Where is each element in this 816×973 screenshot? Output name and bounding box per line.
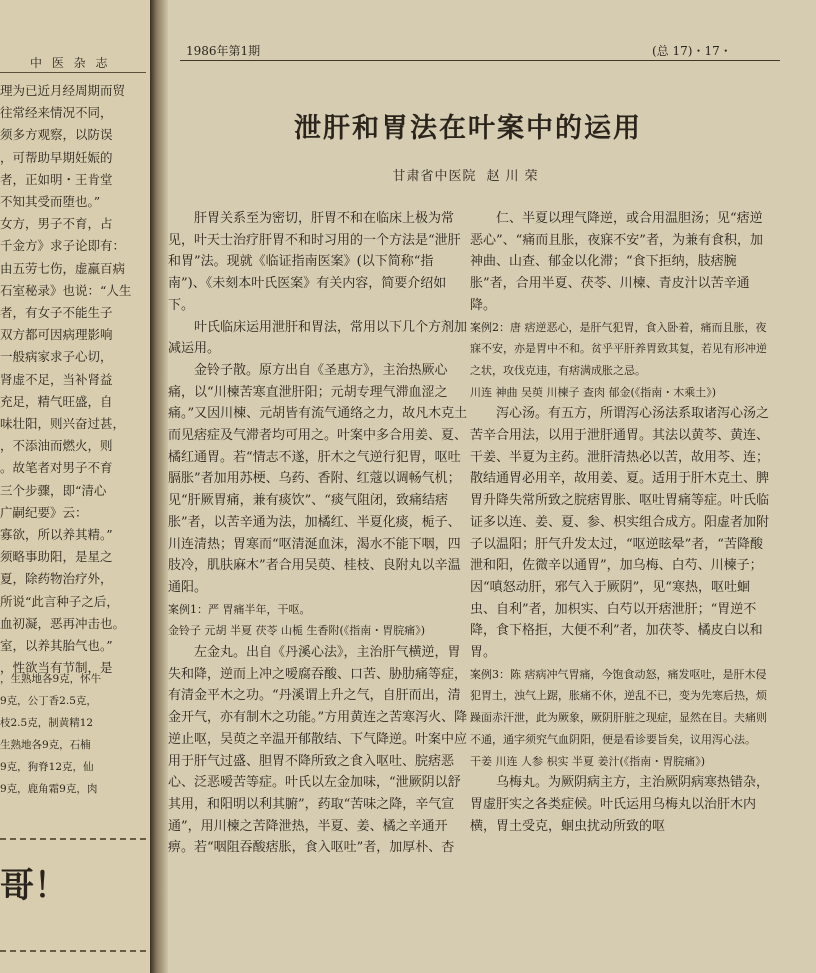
left-text-line: 充足，精气旺盛，自 — [0, 393, 113, 409]
left-text-line: 肾虚不足，当补肾益 — [0, 371, 113, 387]
column-right — [470, 208, 770, 837]
paragraph: 金铃子 元胡 半夏 茯苓 山栀 生香附(《指南・胃脘痛》) — [168, 624, 426, 638]
left-prescription-line: 9克，公丁香2.5克， — [0, 695, 97, 707]
left-prescription-line: 9克，狗脊12克，仙 — [0, 761, 94, 773]
paragraph: 左金丸。出自《丹溪心法》，主治肝气横逆，胃失和降，逆而上冲之嗳腐吞酸、口苦、胁肋痛等症，有清金平木之功。“丹溪谓上升之气，自肝而出，清金开气，亦有制木之功能。”方用黄连之苦寒泻火、降逆止呕，吴萸之辛温开郁散结、下气降逆。叶案中应用于肝气过盛、胆胃不降所致之食入呕吐、脘痞恶心、泛恶嗳苦等症。叶氏以左金加味，“泄厥阴以舒其用，和阳明以利其腑”，药取“苦味之降，辛气宣通”，用川楝之苦降泄热，半夏、姜、橘之辛通开痹。若“咽阻吞酸痞胀，食入呕吐”者，加厚朴、杏 — [168, 645, 468, 856]
right-page — [168, 0, 816, 973]
left-text-line: 味壮阳，则兴奋过甚， — [0, 416, 126, 432]
left-page-header: 中 医 杂 志 — [30, 56, 111, 70]
left-text-line: 室，以养其胎气也。” — [0, 638, 113, 654]
left-text-line: ，性欲当有节制，是 — [0, 660, 113, 676]
left-prescription-line: ，生熟地各9克，怀牛 — [0, 673, 102, 685]
paragraph: 案例3：陈 痞病冲气胃痛，今饱食动怒，痛发呕吐，是肝木侵犯胃土，浊气上踞，胀痛不休，逆乱不已，变为先寒后热，烦躁面赤汗泄，此为厥象，厥阴肝脏之现症，显然在目。夫痛则不通，通字须究气血阴阳，便是看诊要旨矣，议用泻心法。 — [470, 667, 767, 746]
paragraph: 泻心汤。有五方，所谓泻心汤法系取诸泻心汤之苦辛合用法，以用于泄肝通胃。其法以黄芩、黄连、干姜、半夏为主药。泄肝清热必以苦，故用芩、连；散结通胃必用辛，故用姜、夏。适用于肝木克土、脾胃升降失常所致之脘痞胃胀、呕吐胃痛等症。叶氏临证多以连、姜、夏、参、枳实组合成方。阳虚者加附子以温阳；肝气升发太过，“呕逆眩晕”者，“苦降酸泄和阳，佐微辛以通胃”，加乌梅、白芍、川楝子；因“嗔怒动肝，邪气入于厥阴”，见“寒热，呕吐蛔虫、自利”者，加枳实、白芍以开痞泄肝；“胃逆不降，食下格拒，大便不利”者，加茯苓、橘皮白以和胃。 — [470, 406, 770, 661]
left-text-line: 双方都可因病理影响 — [0, 327, 113, 343]
left-text-line: 者，正如明・王肯堂 — [0, 171, 113, 187]
left-text-line: 须略事助阳，是星之 — [0, 549, 113, 565]
paragraph: 案例2：唐 痞逆恶心，是肝气犯胃，食入卧着，痛而且胀，夜寐不安，亦是胃中不和。贫乎平肝养胃致其复，若见有形冲逆之状，攻伐克违，有痞满成胀之忌。 — [470, 320, 767, 377]
header-rule — [180, 60, 780, 61]
author-affiliation: 甘肃省中医院 — [392, 169, 477, 184]
left-text-line: 一般病家求子心切， — [0, 349, 113, 365]
author-name: 赵川荣 — [486, 169, 544, 184]
left-text-line: ，可帮助早期妊娠的 — [0, 149, 113, 165]
paragraph: 肝胃关系至为密切，肝胃不和在临床上极为常见，叶天士治疗肝胃不和时习用的一个方法是“泄肝和胃”法。现就《临证指南医案》(以下简称“指南”)、《未刻本叶氏医案》有关内容，简要介绍如下。 — [168, 211, 461, 313]
column-left — [168, 208, 468, 859]
left-text-line: 石室秘录》也说：“人生 — [0, 282, 132, 298]
left-text-line: 由五劳七伤，虚羸百病 — [0, 260, 126, 276]
left-page-prescriptions — [0, 668, 150, 800]
left-text-line: 三个步骤，即“清心 — [0, 482, 107, 498]
left-text-line: 理为已近月经周期而贸 — [0, 83, 126, 98]
left-prescription-line: 9克，鹿角霜9克，肉 — [0, 783, 98, 795]
left-text-line: 夏，除药物治疗外， — [0, 571, 113, 587]
left-text-line: 不知其受而堕也。” — [0, 194, 101, 210]
page-fold — [150, 0, 168, 973]
left-page-text — [0, 80, 150, 679]
left-page — [0, 0, 150, 973]
issue-label: 1986年第1期 — [186, 44, 261, 58]
left-prescription-line: 生熟地各9克，石楠 — [0, 739, 91, 751]
left-text-line: 。故笔者对男子不育 — [0, 460, 113, 476]
left-text-line: 血初凝，恶再冲击也。 — [0, 615, 126, 631]
article-title: 泄肝和胃法在叶案中的运用 — [294, 113, 642, 144]
paragraph: 干姜 川连 人参 枳实 半夏 姜汁(《指南・胃脘痛》) — [470, 754, 706, 768]
paragraph: 川连 神曲 吴萸 川楝子 查肉 郁金(《指南・木乘土》) — [470, 385, 717, 399]
left-header-rule — [0, 72, 146, 73]
page-number: (总 17)・17・ — [652, 44, 732, 58]
left-text-line: 寡欲，所以养其精。” — [0, 527, 113, 543]
left-text-line: 往常经来情况不同， — [0, 105, 113, 121]
paragraph: 叶氏临床运用泄肝和胃法，常用以下几个方剂加减运用。 — [168, 319, 468, 357]
left-prescription-line: 枝2.5克，制黄精12 — [0, 717, 94, 729]
author-line — [168, 165, 768, 184]
left-text-line: 女方，男子不育，占 — [0, 216, 113, 232]
left-text-line: 者，有女子不能生子 — [0, 305, 113, 321]
left-text-line: 千金方》求子论即有： — [0, 238, 126, 254]
paragraph: 乌梅丸。为厥阴病主方，主治厥阴病寒热错杂，胃虚肝实之各类症候。叶氏运用乌梅丸以治肝木内横，胃土受克，蛔虫扰动所致的呕 — [470, 775, 770, 834]
paragraph: 仁、半夏以理气降逆，或合用温胆汤；见“痞逆恶心”、“痛而且胀，夜寐不安”者，为兼有食积，加神曲、山查、郁金以化滞；“食下拒纳，肢痞腕胀”者，合用半夏、茯苓、川楝、青皮汁以苦辛通降。 — [470, 211, 763, 313]
left-text-line: 广嗣纪要》云： — [0, 504, 88, 520]
left-text-line: ，不添油而燃火，则 — [0, 438, 113, 454]
left-text-line: 所说“此言种子之后， — [0, 593, 119, 609]
paragraph: 案例1：严 胃痛半年，干呕。 — [168, 602, 311, 616]
left-text-line: 须多方观察，以防误 — [0, 127, 113, 143]
left-banner-text: 哥！ — [0, 866, 68, 906]
paragraph: 金铃子散。原方出自《圣惠方》，主治热厥心痛，以“川楝苦寒直泄肝阳；元胡专理气滞血涩之痛。”又因川楝、元胡皆有流气通络之力，故凡木克土而见痞症及气滞者均可用之。叶案中多合用姜、夏、橘红通胃。若“情志不遂，肝木之气逆行犯胃，呕吐膈胀”者加用苏梗、乌药、香附、红蔻以调畅气机；见“肝厥胃痛，兼有痰饮”、“痰气阻闭，致痛结痞胀”者，以苦辛通为法，加橘红、半夏化痰，栀子、川连清热；胃寒而“呕清涎血沫，渴水不能下咽，四肢冷，肌肤麻木”者合用吴萸、桂枝、良附丸以辛温通阳。 — [168, 362, 468, 595]
